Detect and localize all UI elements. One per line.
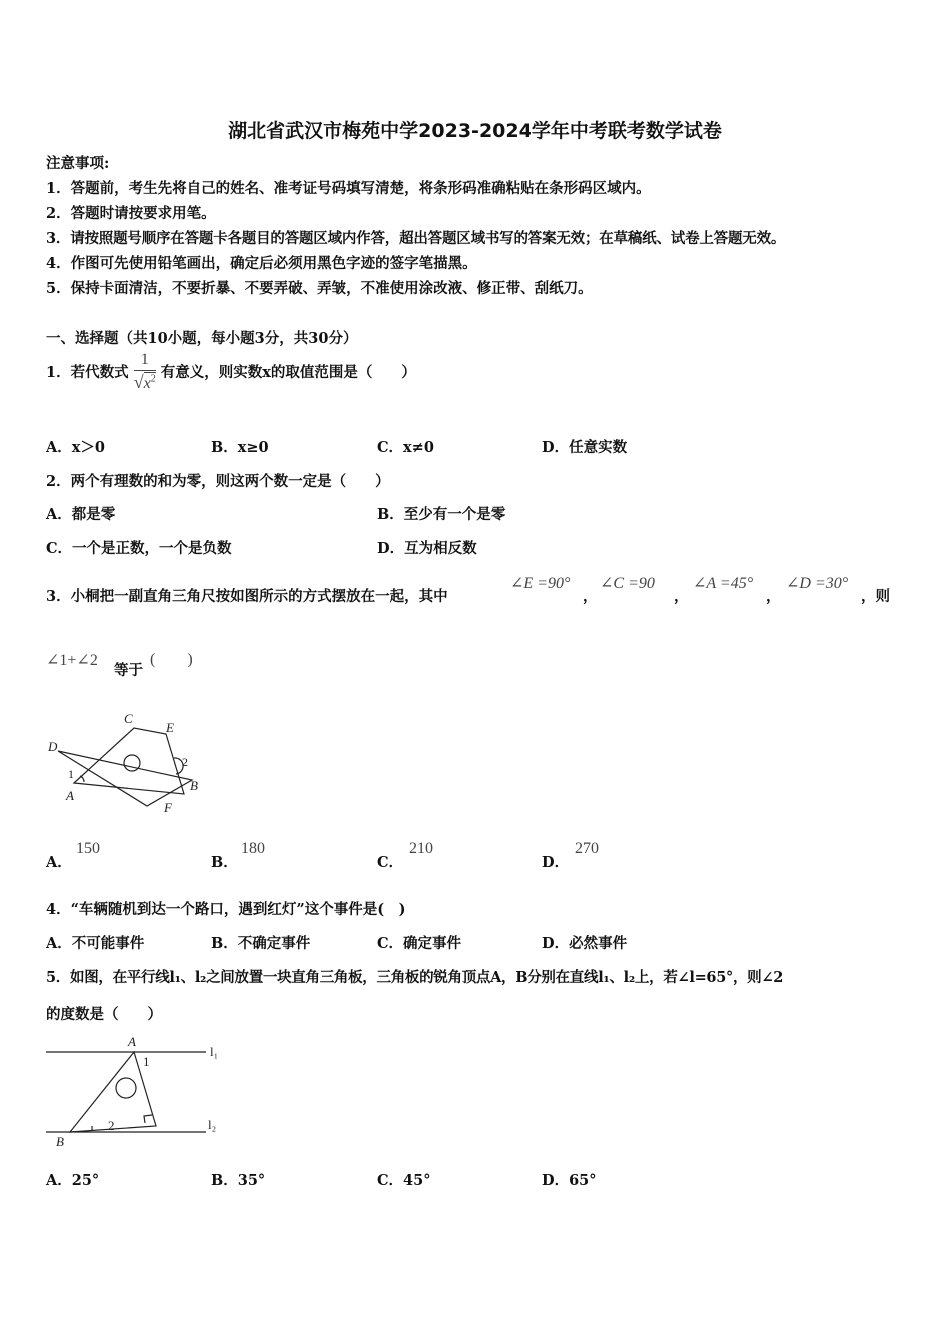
- q1-prefix: 1．若代数式: [46, 364, 129, 381]
- q3-option-a[interactable]: A．: [46, 854, 72, 871]
- label-c: C: [124, 711, 133, 726]
- q1-radicand: x: [143, 375, 151, 392]
- q5-stem-line2: 的度数是（ ）: [46, 1006, 162, 1023]
- q5-option-b[interactable]: B．35°: [211, 1172, 266, 1189]
- section-heading: 一、选择题（共10小题，每小题3分，共30分）: [46, 330, 358, 347]
- label-2: 2: [182, 755, 188, 769]
- q1-fraction: [134, 350, 156, 393]
- q3-option-b[interactable]: B．: [211, 854, 238, 871]
- label-d: D: [48, 739, 58, 754]
- q5-figure: [44, 1030, 224, 1152]
- q3-angle-a: ∠A =45°: [693, 575, 754, 592]
- q2-stem: 2．两个有理数的和为零，则这两个数一定是（ ）: [46, 473, 390, 490]
- q1-exponent: 2: [150, 373, 156, 385]
- q3-option-d-value: 270: [575, 840, 599, 857]
- q1-option-c[interactable]: C．x≠0: [377, 439, 434, 456]
- hole-circle-icon: [124, 755, 140, 771]
- notice-item: 1．答题前，考生先将自己的姓名、准考证号码填写清楚，将条形码准确粘贴在条形码区域内。: [46, 180, 651, 197]
- q5-option-a[interactable]: A．25°: [46, 1172, 100, 1189]
- right-angle-mark-icon: [144, 1115, 152, 1123]
- q3-equals-text: 等于: [114, 662, 143, 679]
- label-1: 1: [143, 1054, 150, 1069]
- q1-suffix: 有意义，则实数x的取值范围是（ ）: [160, 364, 416, 381]
- triangle-acb-icon: [74, 728, 184, 794]
- label-2: 2: [108, 1118, 115, 1133]
- q2-option-a[interactable]: A．都是零: [46, 506, 116, 523]
- label-a: A: [128, 1034, 136, 1049]
- q3-paren: ( ): [150, 651, 193, 668]
- sqrt-symbol-icon: √: [133, 372, 144, 392]
- q3-angle-c: ∠C =90: [600, 575, 655, 592]
- q2-option-c[interactable]: C．一个是正数，一个是负数: [46, 540, 232, 557]
- label-b: B: [190, 778, 198, 793]
- label-1: 1: [68, 767, 74, 781]
- q3-option-b-value: 180: [241, 840, 265, 857]
- q3-sep: ，: [674, 588, 689, 605]
- page-title: 湖北省武汉市梅苑中学2023-2024学年中考联考数学试卷: [228, 120, 722, 142]
- q2-option-d[interactable]: D．互为相反数: [377, 540, 477, 557]
- q3-angle-e: ∠E =90°: [510, 575, 571, 592]
- q3-angle-sum: ∠1+∠2: [46, 652, 98, 669]
- question-1: [46, 350, 416, 393]
- notice-item: 3．请按照题号顺序在答题卡各题目的答题区域内作答，超出答题区域书写的答案无效；在草稿纸、试卷上答题无效。: [46, 230, 786, 247]
- q1-option-d[interactable]: D．任意实数: [542, 439, 628, 456]
- label-e: E: [166, 720, 174, 735]
- label-f: F: [164, 800, 172, 815]
- q3-option-a-value: 150: [76, 840, 100, 857]
- q3-sep: ，: [766, 588, 781, 605]
- notice-item: 4．作图可先使用铅笔画出，确定后必须用黑色字迹的签字笔描黑。: [46, 255, 477, 272]
- q3-option-c[interactable]: C．: [377, 854, 404, 871]
- q4-option-c[interactable]: C．确定事件: [377, 935, 462, 952]
- label-b: B: [56, 1134, 64, 1149]
- q3-figure: [44, 708, 214, 820]
- label-l2: l₂: [208, 1117, 217, 1132]
- q1-option-a[interactable]: A．x＞0: [46, 439, 105, 456]
- q4-option-b[interactable]: B．不确定事件: [211, 935, 311, 952]
- q1-option-b[interactable]: B．x≥0: [211, 439, 269, 456]
- notice-item: 5．保持卡面清洁，不要折暴、不要弄破、弄皱，不准使用涂改液、修正带、刮纸刀。: [46, 280, 593, 297]
- q3-option-c-value: 210: [409, 840, 433, 857]
- q1-numerator: 1: [140, 351, 149, 368]
- label-a: A: [66, 788, 74, 803]
- q4-stem: 4．“车辆随机到达一个路口，遇到红灯”这个事件是( ): [46, 901, 406, 918]
- q3-then: ，则: [861, 588, 890, 605]
- q3-sep: ，: [583, 588, 598, 605]
- notice-heading: 注意事项:: [46, 155, 110, 172]
- q5-stem-line1: 5．如图，在平行线l₁、l₂之间放置一块直角三角板，三角板的锐角顶点A，B分别在直线l₁、l₂上，若∠l=65°，则∠2: [46, 969, 784, 986]
- q3-angle-d: ∠D =30°: [786, 575, 849, 592]
- label-l1: l₁: [210, 1044, 219, 1059]
- q5-option-c[interactable]: C．45°: [377, 1172, 431, 1189]
- q3-stem: 3．小桐把一副直角三角尺按如图所示的方式摆放在一起，其中: [46, 588, 448, 605]
- q4-option-d[interactable]: D．必然事件: [542, 935, 628, 952]
- notice-item: 2．答题时请按要求用笔。: [46, 205, 216, 222]
- q5-option-d[interactable]: D．65°: [542, 1172, 597, 1189]
- hole-circle-icon: [116, 1078, 136, 1098]
- q2-option-b[interactable]: B．至少有一个是零: [377, 506, 506, 523]
- q4-option-a[interactable]: A．不可能事件: [46, 935, 145, 952]
- q3-option-d[interactable]: D．: [542, 854, 570, 871]
